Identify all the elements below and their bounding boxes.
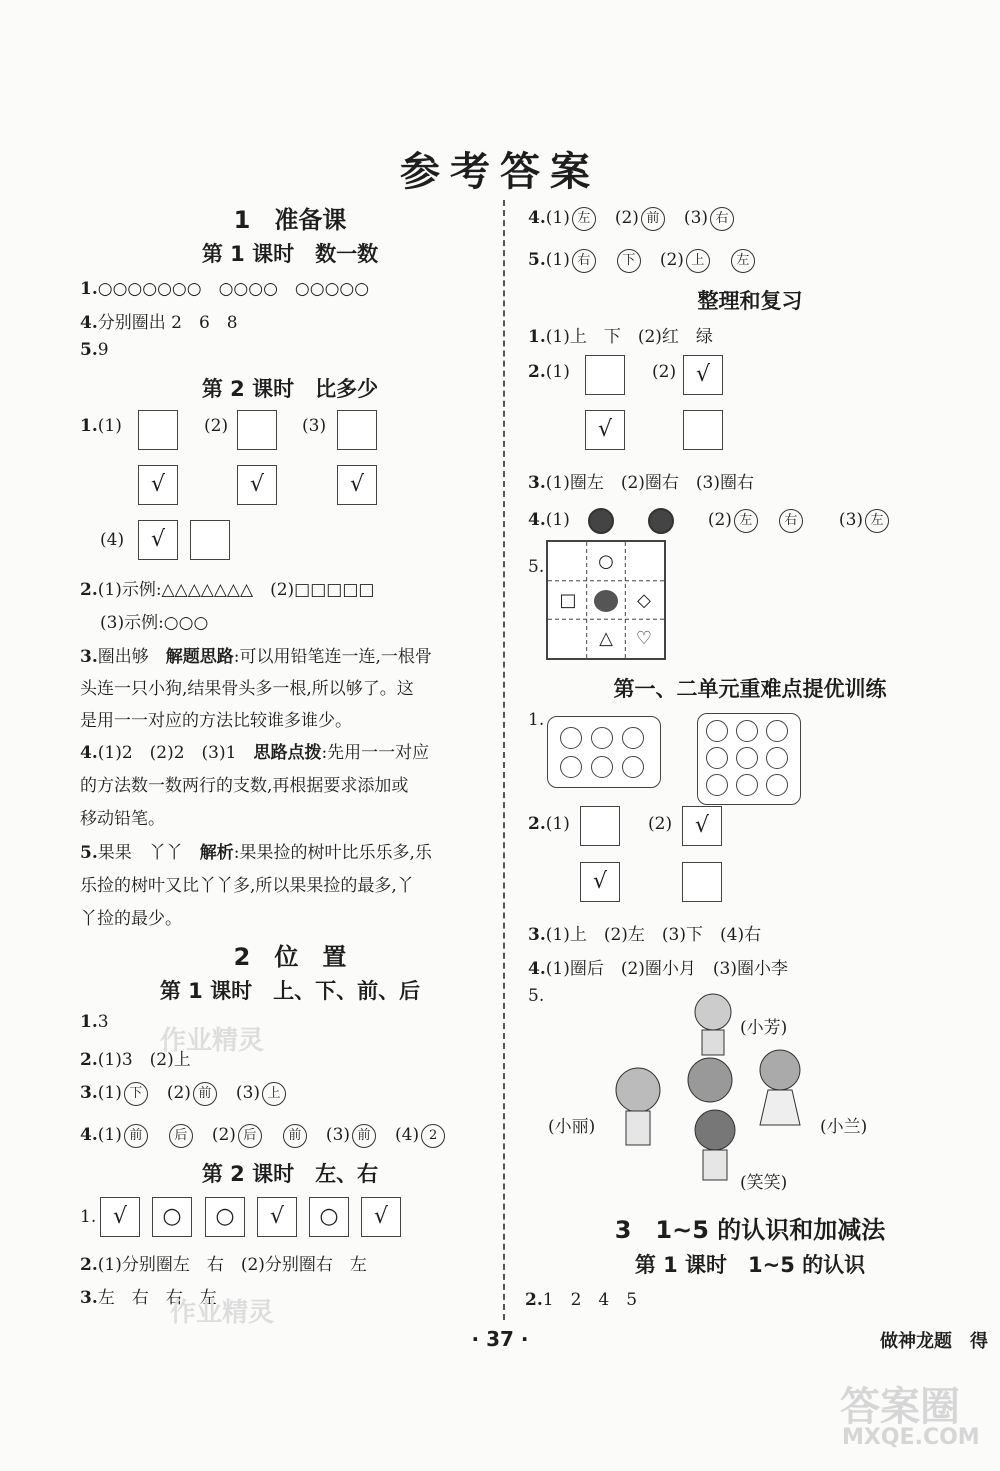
mark-box: ○ — [152, 1197, 192, 1237]
option-label: (2) — [204, 416, 229, 436]
answer-box — [237, 410, 277, 450]
question-number: 1.(1) — [80, 416, 122, 436]
answer-line: 5.9 — [80, 340, 109, 360]
circled-answer: 左 — [865, 509, 889, 533]
counter-circle — [766, 720, 788, 742]
circled-answer: 右 — [779, 509, 803, 533]
circled-answer: 前 — [283, 1124, 307, 1148]
circled-answer: 前 — [641, 207, 665, 231]
option-label: (2) — [652, 362, 677, 382]
circled-answer: 左 — [731, 249, 755, 273]
answer-line: 1.3 — [80, 1012, 109, 1032]
counter-circle — [766, 774, 788, 796]
boy-figure — [695, 1110, 735, 1180]
position-grid — [546, 540, 666, 660]
answer-line: 2.(1)分别圈左 右 (2)分别圈右 左 — [80, 1255, 367, 1275]
child-label: (小兰) — [820, 1117, 868, 1137]
answer-line: 丫捡的最少。 — [80, 909, 182, 929]
grid-cell: ○ — [598, 551, 614, 572]
check-box: √ — [138, 520, 178, 560]
children-illustration — [600, 985, 860, 1195]
girl-figure — [760, 1050, 800, 1125]
mark-box: √ — [257, 1197, 297, 1237]
counter-circle — [622, 756, 644, 778]
check-box: √ — [138, 465, 178, 505]
answer-box — [580, 806, 620, 846]
answer-line: 的方法数一数两行的支数,再根据要求添加或 — [80, 776, 409, 796]
check-box: √ — [682, 806, 722, 846]
child-face-icon — [588, 508, 614, 534]
question-number: 5. — [528, 557, 545, 577]
counter-circle — [591, 727, 613, 749]
answer-box — [337, 410, 377, 450]
page-title: 参考答案 — [400, 148, 600, 195]
counter-circle — [736, 720, 758, 742]
check-box: √ — [337, 465, 377, 505]
circled-answer: 下 — [617, 249, 641, 273]
counter-circle — [591, 756, 613, 778]
question-number: 2.(1) — [528, 362, 570, 382]
answer-line: 4.分别圈出 2 6 8 — [80, 313, 238, 333]
circled-answer: 右 — [572, 249, 596, 273]
circled-answer: 上 — [262, 1082, 286, 1106]
option-label: (2) — [648, 814, 673, 834]
option-label: (3) — [302, 416, 327, 436]
circled-answer: 左 — [572, 207, 596, 231]
question-number: 1. — [528, 710, 545, 730]
grid-cell: △ — [599, 628, 613, 649]
answer-line: 3.左 右 右 左 — [80, 1288, 217, 1308]
question-number: 2.(1) — [528, 814, 570, 834]
grid-cell: □ — [559, 590, 577, 611]
grid-cell: ◇ — [637, 590, 651, 611]
answer-line: 3.圈出够 解题思路:可以用铅笔连一连,一根骨 — [80, 647, 432, 667]
girl-figure — [695, 994, 731, 1055]
mark-box: ○ — [205, 1197, 245, 1237]
counter-tray — [697, 713, 801, 805]
answer-box — [190, 520, 230, 560]
mark-box: √ — [361, 1197, 401, 1237]
grid-cell: ♡ — [635, 628, 653, 649]
answer-box — [682, 862, 722, 902]
child-label: (小芳) — [740, 1018, 788, 1038]
lesson-heading: 第 1 课时 1~5 的认识 — [634, 1253, 866, 1277]
counter-tray — [547, 716, 661, 788]
girl-figure — [688, 1058, 732, 1102]
mark-box: ○ — [309, 1197, 349, 1237]
answer-line: 乐捡的树叶又比丫丫多,所以果果捡的最多,丫 — [80, 876, 414, 896]
circled-answer: 2 — [421, 1124, 445, 1148]
answer-line: 5.果果 丫丫 解析:果果捡的树叶比乐乐多,乐 — [80, 843, 432, 863]
question-number: 1. — [80, 1207, 97, 1227]
page-number: · 37 · — [471, 1327, 529, 1351]
check-box: √ — [580, 862, 620, 902]
circled-answer: 前 — [193, 1082, 217, 1106]
answer-line: (3)示例:○○○ — [100, 613, 209, 633]
answer-line: 2.(1)示例:△△△△△△△ (2)□□□□□ — [80, 580, 375, 600]
site-url: MXQE.COM — [842, 1425, 980, 1450]
child-face-icon — [648, 508, 674, 534]
answer-box — [138, 410, 178, 450]
counter-circle — [706, 747, 728, 769]
unit-2-heading: 2 位 置 — [233, 943, 347, 971]
answer-line: 2.(1)3 (2)上 — [80, 1050, 191, 1070]
counter-circle — [622, 727, 644, 749]
counter-circle — [706, 720, 728, 742]
counter-circle — [766, 747, 788, 769]
circled-answer: 左 — [734, 509, 758, 533]
answer-line: 4.(1)圈后 (2)圈小月 (3)圈小李 — [528, 959, 788, 979]
circled-answer: 前 — [352, 1124, 376, 1148]
answer-line: 是用一一对应的方法比较谁多谁少。 — [80, 711, 352, 731]
counter-circle — [736, 747, 758, 769]
lesson-heading: 第 2 课时 比多少 — [201, 377, 379, 401]
section-heading: 第一、二单元重难点提优训练 — [613, 677, 887, 701]
lesson-heading: 第 1 课时 数一数 — [201, 242, 379, 266]
counter-circle — [560, 727, 582, 749]
section-heading: 整理和复习 — [697, 289, 803, 313]
answer-line: 头连一只小狗,结果骨头多一根,所以够了。这 — [80, 679, 414, 699]
lesson-heading: 第 2 课时 左、右 — [201, 1162, 379, 1186]
answer-line: 4.(1) (2) 左 右 (3) 左 — [528, 505, 891, 534]
circled-answer: 前 — [124, 1124, 148, 1148]
watermark: 作业精灵 — [170, 1298, 275, 1328]
mark-box: √ — [100, 1197, 140, 1237]
child-label: (小丽) — [548, 1117, 596, 1137]
answer-line: 3.(1) 下 (2) 前 (3) 上 — [80, 1078, 288, 1106]
answer-line: 4.(1) 左 (2) 前 (3) 右 — [528, 203, 736, 231]
girl-figure — [616, 1068, 660, 1145]
answer-box — [683, 410, 723, 450]
check-box: √ — [585, 410, 625, 450]
answer-line: 4.(1)2 (2)2 (3)1 思路点拨:先用一一对应 — [80, 743, 430, 763]
counter-circle — [560, 756, 582, 778]
unit-3-heading: 3 1~5 的认识和加减法 — [614, 1216, 886, 1244]
circled-answer: 下 — [124, 1082, 148, 1106]
circled-answer: 右 — [710, 207, 734, 231]
answer-line: 5.(1) 右 下 (2) 上 左 — [528, 245, 757, 273]
circled-answer: 后 — [238, 1124, 262, 1148]
unit-1-heading: 1 准备课 — [233, 206, 347, 234]
answer-line: 2.1 2 4 5 — [525, 1290, 638, 1310]
site-logo: 答案圈 — [840, 1384, 960, 1430]
apple-icon — [587, 582, 625, 620]
answer-line: 1.○○○○○○○ ○○○○ ○○○○○ — [80, 279, 370, 299]
answer-line: 4.(1) 前 后 (2) 后 前 (3) 前 (4) 2 — [80, 1120, 447, 1148]
check-box: √ — [683, 355, 723, 395]
answer-line: 移动铅笔。 — [80, 809, 165, 829]
answer-line: 3.(1)圈左 (2)圈右 (3)圈右 — [528, 473, 754, 493]
counter-circle — [706, 774, 728, 796]
answer-line: 1.(1)上 下 (2)红 绿 — [528, 327, 713, 347]
circled-answer: 上 — [686, 249, 710, 273]
counter-circle — [736, 774, 758, 796]
question-number: 5. — [528, 986, 545, 1006]
circled-answer: 后 — [169, 1124, 193, 1148]
check-box: √ — [237, 465, 277, 505]
answer-box — [585, 355, 625, 395]
lesson-heading: 第 1 课时 上、下、前、后 — [159, 979, 421, 1003]
column-divider — [503, 200, 505, 1320]
option-label: (4) — [100, 530, 125, 550]
child-label: (笑笑) — [740, 1173, 788, 1193]
footer-brand: 做神龙题 得 — [880, 1331, 988, 1352]
watermark: 作业精灵 — [160, 1026, 265, 1056]
answer-line: 3.(1)上 (2)左 (3)下 (4)右 — [528, 925, 762, 945]
